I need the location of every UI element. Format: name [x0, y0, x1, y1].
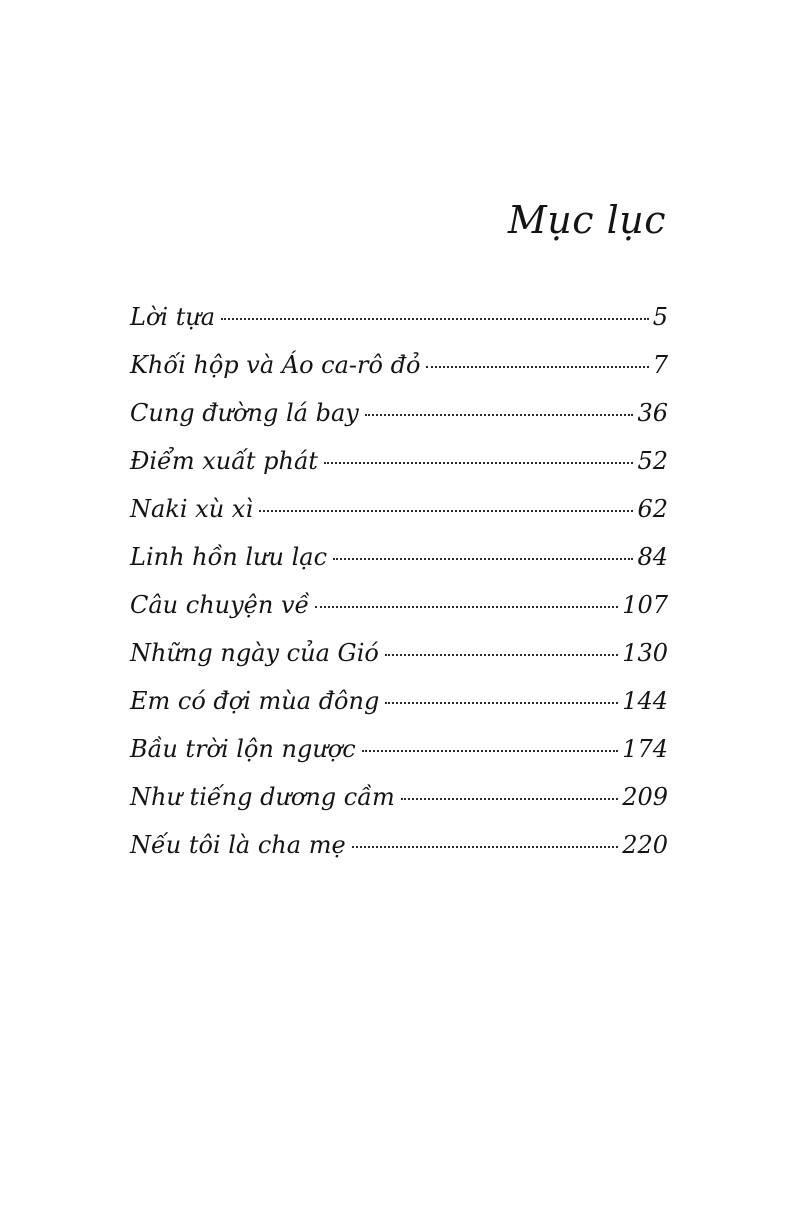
toc-entry	[130, 591, 668, 639]
dot-leader	[333, 558, 633, 560]
toc-entry	[130, 543, 668, 591]
toc-entry-title: Điểm xuất phát	[130, 447, 318, 475]
toc-page-number: 5	[652, 303, 668, 331]
toc-list	[130, 303, 668, 879]
toc-entry	[130, 735, 668, 783]
toc-entry	[130, 831, 668, 879]
toc-entry-title: Nếu tôi là cha mẹ	[130, 831, 346, 859]
dot-leader	[259, 510, 633, 512]
toc-entry-title: Bầu trời lộn ngược	[130, 735, 356, 763]
dot-leader	[324, 462, 634, 464]
toc-entry-title: Lời tựa	[130, 303, 216, 331]
toc-page-number: 130	[622, 639, 668, 667]
toc-entry	[130, 783, 668, 831]
dot-leader	[365, 414, 634, 416]
toc-entry-title: Khối hộp và Áo ca-rô đỏ	[130, 351, 421, 379]
toc-entry-title: Câu chuyện về	[130, 591, 310, 619]
toc-page-number: 7	[652, 351, 668, 379]
toc-page-number: 209	[622, 783, 668, 811]
toc-page-number: 84	[637, 543, 668, 571]
toc-page-number: 174	[622, 735, 668, 763]
toc-page-number: 144	[622, 687, 668, 715]
dot-leader	[352, 846, 619, 848]
dot-leader	[362, 750, 619, 752]
toc-heading: Mục lục	[507, 198, 666, 242]
toc-entry-title: Linh hồn lưu lạc	[130, 543, 328, 571]
toc-entry	[130, 399, 668, 447]
toc-entry-title: Em có đợi mùa đông	[130, 687, 380, 715]
toc-entry	[130, 303, 668, 351]
dot-leader	[401, 798, 618, 800]
toc-entry	[130, 351, 668, 399]
toc-page-number: 36	[637, 399, 668, 427]
toc-entry-title: Cung đường lá bay	[130, 399, 359, 427]
toc-entry-title: Như tiếng dương cầm	[130, 783, 395, 811]
toc-entry	[130, 687, 668, 735]
toc-entry	[130, 495, 668, 543]
toc-page-number: 52	[637, 447, 668, 475]
toc-entry	[130, 447, 668, 495]
dot-leader	[426, 366, 648, 368]
dot-leader	[221, 318, 649, 320]
toc-entry	[130, 639, 668, 687]
dot-leader	[385, 654, 618, 656]
dot-leader	[385, 702, 618, 704]
toc-page-number: 220	[622, 831, 668, 859]
toc-page-number: 107	[622, 591, 668, 619]
toc-entry-title: Naki xù xì	[130, 495, 253, 523]
dot-leader	[315, 606, 618, 608]
toc-entry-title: Những ngày của Gió	[130, 639, 379, 667]
toc-page-number: 62	[637, 495, 668, 523]
